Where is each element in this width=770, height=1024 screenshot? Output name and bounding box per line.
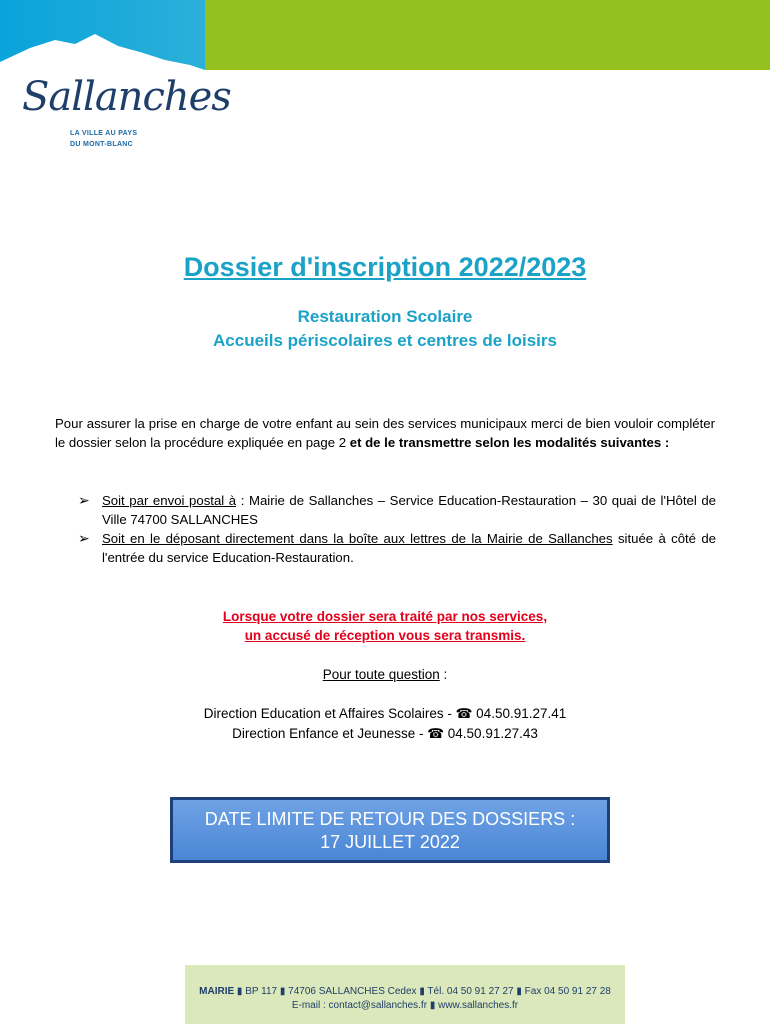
footer-mairie: MAIRIE [199, 986, 235, 997]
notice-line-2: un accusé de réception vous sera transmis. [244, 628, 526, 643]
mountain-banner [0, 0, 770, 70]
contact-education: Direction Education et Affaires Scolaires - ☎ 04.50.91.27.41 [203, 706, 567, 721]
submission-modes-list [78, 491, 716, 567]
page-title: Dossier d'inscription 2022/2023 [183, 252, 587, 282]
deadline-date: 17 JUILLET 2022 [320, 832, 460, 852]
question-label: Pour toute question [322, 667, 440, 682]
footer-email-web: E-mail : contact@sallanches.fr ▮ www.sallanches.fr [291, 1000, 519, 1011]
intro-paragraph [55, 414, 715, 452]
subtitle-restauration: Restauration Scolaire [297, 307, 473, 326]
arrow-bullet-icon: ➢ [78, 492, 90, 508]
notice-line-1: Lorsque votre dossier sera traité par nos services, [222, 609, 548, 624]
mode-postal-label: Soit par envoi postal à [102, 493, 237, 508]
intro-bold: et de le transmettre selon les modalités suivantes : [349, 435, 670, 450]
footer-address-text: ▮ BP 117 ▮ 74706 SALLANCHES Cedex ▮ Tél. 04 50 91 27 27 ▮ Fax 04 50 91 27 28 [236, 986, 611, 997]
footer-address [185, 986, 625, 997]
sallanches-logo [22, 74, 231, 164]
subtitle-accueils: Accueils périscolaires et centres de loisirs [213, 331, 557, 350]
mode-mailbox-text: située à côté de l'entrée du service Education-Restauration. [102, 531, 717, 565]
intro-text: Pour assurer la prise en charge de votre enfant au sein des services municipaux merci de bien vouloir compléter le dossier selon la procédure expliquée en page 2 [55, 416, 715, 450]
logo-tagline-1: LA VILLE AU PAYS [70, 130, 138, 137]
mode-postal [78, 491, 716, 529]
footer-contact-band [185, 965, 625, 1024]
logo-tagline-2: DU MONT-BLANC [70, 141, 134, 148]
mode-postal-text: : Mairie de Sallanches – Service Education-Restauration – 30 quai de l'Hôtel de Ville 74700 SALLANCHES [102, 493, 716, 527]
question-line [0, 667, 770, 682]
header-band [0, 0, 770, 70]
question-suffix: : [439, 667, 448, 682]
deadline-box [170, 797, 610, 863]
contact-enfance: Direction Enfance et Jeunesse - ☎ 04.50.91.27.43 [232, 726, 538, 741]
mode-mailbox-label: Soit en le déposant directement dans la boîte aux lettres de la Mairie de Sallanches [102, 531, 613, 546]
arrow-bullet-icon: ➢ [78, 530, 90, 546]
deadline-label: DATE LIMITE DE RETOUR DES DOSSIERS : [204, 809, 576, 829]
logo-wordmark: Sallanches [22, 74, 231, 120]
mode-mailbox [78, 529, 716, 567]
